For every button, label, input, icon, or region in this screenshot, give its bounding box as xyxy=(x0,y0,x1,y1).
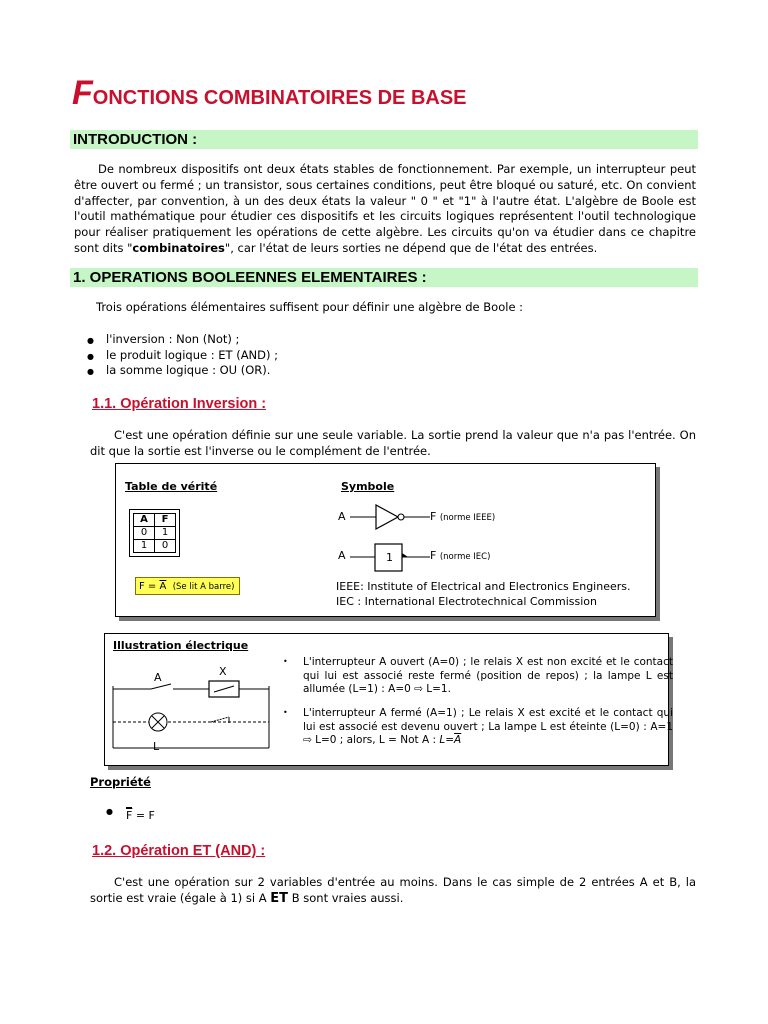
relay-label: X xyxy=(219,665,227,678)
section1-heading: 1. OPERATIONS BOOLEENNES ELEMENTAIRES : xyxy=(70,268,698,287)
ieee-output-label: F (norme IEEE) xyxy=(430,510,496,523)
property-formula: $\overline{F} = F$ xyxy=(126,809,155,822)
sub12-heading: 1.2. Opération ET (AND) : xyxy=(92,843,266,859)
illustration-label: Illustration électrique xyxy=(113,639,249,652)
illustration-bullet-1: L'interrupteur A ouvert (A=0) ; le relais X est non excité et le contact qui lui est associé reste fermé (position de repos) ; la lampe L est allumée (L=1) : A=0 ⇨ L=1. xyxy=(303,656,673,695)
iec-input-label: A xyxy=(338,549,346,562)
truth-table-label: Table de vérité xyxy=(125,480,218,493)
iec-gate-text: 1 xyxy=(386,551,393,564)
illustration-bullet-2: L'interrupteur A fermé (A=1) ; Le relais X est excité et le contact qui lui est associé est devenu ouvert ; La lampe L est éteinte (L=0) : A=1 ⇨ L=0 ; alors, L = Not A : $L=\overline{A}$ xyxy=(303,707,673,746)
sub11-heading: 1.1. Opération Inversion : xyxy=(92,396,267,412)
not-gate-ieee-symbol xyxy=(348,502,432,532)
property-label: Propriété xyxy=(90,775,151,789)
electrical-illustration-box xyxy=(104,633,673,766)
sub12-text: C'est une opération sur 2 variables d'entrée au moins. Dans le cas simple de 2 entrées A et B, la sortie est vraie (égale à 1) si A ET B sont vraies aussi. xyxy=(90,875,696,906)
bullet-icon: • xyxy=(283,708,288,717)
iec-output-label: F (norme IEC) xyxy=(430,549,491,562)
ieee-definition: IEEE: Institute of Electrical and Electronics Engineers. xyxy=(336,580,631,593)
intro-heading: INTRODUCTION : xyxy=(70,130,698,149)
list-item: ● la somme logique : OU (OR). xyxy=(106,363,278,379)
section1-intro: Trois opérations élémentaires suffisent pour définir une algèbre de Boole : xyxy=(96,300,524,314)
truth-table-box xyxy=(115,463,656,617)
symbol-label: Symbole xyxy=(341,480,395,493)
page-title: FONCTIONS COMBINATOIRES DE BASE xyxy=(72,74,467,112)
list-item: ● l'inversion : Non (Not) ; xyxy=(106,332,278,348)
truth-table: A F 0 1 1 0 xyxy=(129,509,180,557)
operations-list xyxy=(106,332,278,379)
relay-circuit-diagram xyxy=(111,656,279,760)
intro-paragraph: De nombreux dispositifs ont deux états stables de fonctionnement. Par exemple, un interrupteur peut être ouvert ou fermé ; un transistor, sous certaines conditions, peut être bloqué ou saturé, etc. On convient d'affecter, par convention, à un des deux états la valeur " 0 " et "1" à l'autre état. L'algèbre de Boole est l'outil mathématique pour étudier ces dispositifs et les circuits logiques représentent l'outil technologique pour réaliser pratiquement les opérations de cette algèbre. Les circuits qu'on va étudier dans ce chapitre sont dits "combinatoires", car l'état de leurs sorties ne dépend que de l'état des entrées. xyxy=(74,162,696,255)
bullet-icon: ● xyxy=(106,807,113,816)
switch-label: A xyxy=(154,671,162,684)
ieee-input-label: A xyxy=(338,510,346,523)
lamp-label: L xyxy=(153,740,160,753)
list-item: ● le produit logique : ET (AND) ; xyxy=(106,348,278,364)
bullet-icon: • xyxy=(283,657,288,666)
formula-box: $F = \overline{A}$ (Se lit A barre) xyxy=(135,577,240,595)
sub11-text: C'est une opération définie sur une seule variable. La sortie prend la valeur que n'a pas l'entrée. On dit que la sortie est l'inverse ou le complément de l'entrée. xyxy=(90,428,696,458)
iec-definition: IEC : International Electrotechnical Commission xyxy=(336,595,598,608)
